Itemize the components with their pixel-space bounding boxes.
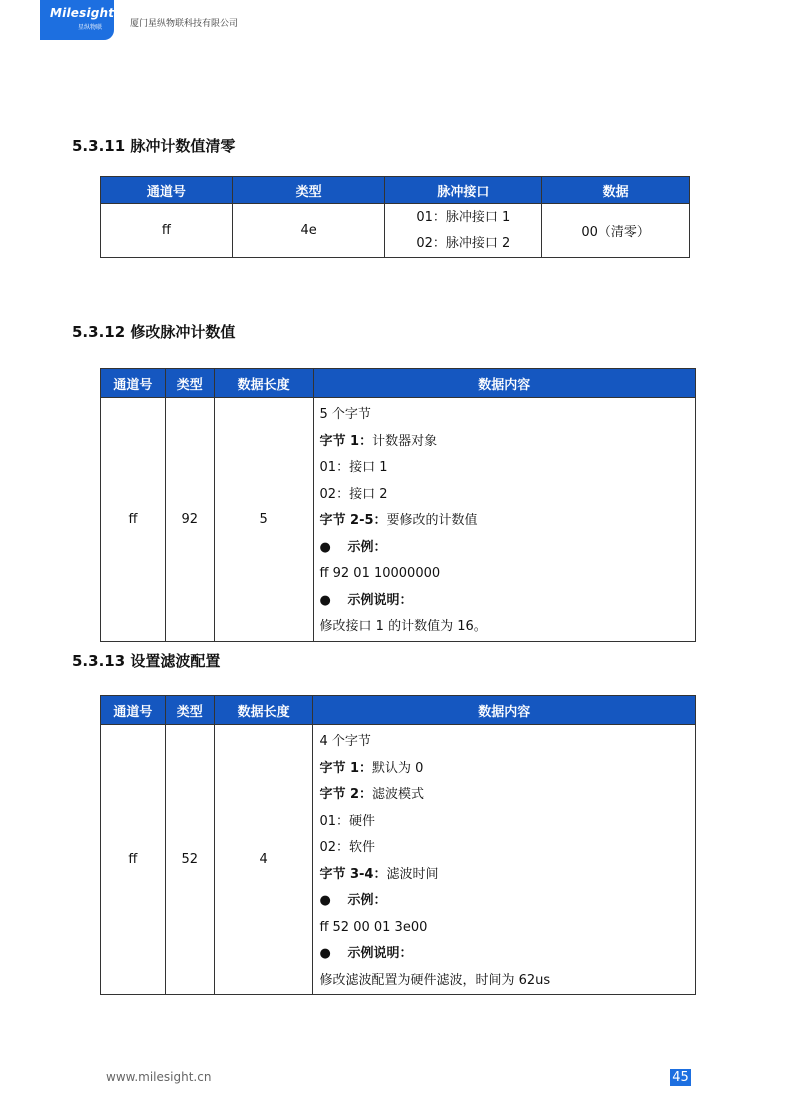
company-name: 厦门星纵物联科技有限公司 <box>130 19 239 29</box>
content-line: 01：接口 1 <box>319 460 388 475</box>
section-title-clear-pulse: 5.3.11 脉冲计数值清零 <box>72 137 236 155</box>
cell-length: 5 <box>214 398 313 642</box>
col-header-type: 类型 <box>232 177 385 204</box>
content-line: 5 个字节 <box>319 407 371 422</box>
content-line: 修改接口 1 的计数值为 16。 <box>319 619 487 634</box>
logo-sub-text: 星纵物联 <box>78 24 103 31</box>
col-header-pulse-interface: 脉冲接口 <box>385 177 542 204</box>
cell-type: 4e <box>232 204 385 258</box>
footer-website-link[interactable]: www.milesight.cn <box>106 1070 212 1084</box>
col-header-channel: 通道号 <box>101 177 233 204</box>
cell-content <box>313 725 696 995</box>
bullet-icon: ● <box>319 893 331 908</box>
filter-config-table <box>100 695 696 995</box>
bullet-icon: ● <box>319 592 331 608</box>
col-header-data: 数据 <box>542 177 690 204</box>
bullet-icon: ● <box>319 539 331 555</box>
col-header-type: 类型 <box>165 696 214 725</box>
content-line: 字节 1：计数器对象 <box>319 433 438 449</box>
clear-pulse-table <box>100 176 690 258</box>
section-title-filter-config: 5.3.13 设置滤波配置 <box>72 652 221 670</box>
cell-data: 00（清零） <box>542 204 690 258</box>
content-line: ● 示例： <box>319 888 695 915</box>
col-header-channel: 通道号 <box>101 696 166 725</box>
cell-channel: ff <box>101 204 233 258</box>
content-line: 4 个字节 <box>319 734 371 749</box>
page-number: 45 <box>670 1069 691 1086</box>
content-line: 字节 1：默认为 0 <box>319 760 424 776</box>
content-line: 02：接口 2 <box>319 486 388 502</box>
col-header-length: 数据长度 <box>214 369 313 398</box>
interface-option: 01：脉冲接口 1 <box>416 209 511 225</box>
col-header-type: 类型 <box>165 369 214 398</box>
cell-type: 52 <box>165 725 214 995</box>
logo-brand-text: Milesight <box>50 6 115 20</box>
col-header-content: 数据内容 <box>313 696 696 725</box>
col-header-content: 数据内容 <box>313 369 695 398</box>
content-line: 01：硬件 <box>319 813 375 829</box>
interface-option: 02：脉冲接口 2 <box>416 235 511 251</box>
content-line: 字节 2：滤波模式 <box>319 787 425 802</box>
cell-content <box>313 398 695 642</box>
company-logo <box>40 0 114 40</box>
cell-channel: ff <box>101 725 166 995</box>
content-line: 02：软件 <box>319 840 375 855</box>
content-line: ff 52 00 01 3e00 <box>319 919 428 935</box>
col-header-length: 数据长度 <box>214 696 313 725</box>
content-line: 字节 2-5：要修改的计数值 <box>319 513 478 528</box>
cell-type: 92 <box>165 398 214 642</box>
cell-channel: ff <box>101 398 166 642</box>
bullet-icon: ● <box>319 946 331 961</box>
content-line: 修改滤波配置为硬件滤波，时间为 62us <box>319 972 551 988</box>
cell-interfaces <box>385 204 542 258</box>
content-line: ● 示例说明： <box>320 588 695 615</box>
modify-pulse-table <box>100 368 696 642</box>
col-header-channel: 通道号 <box>101 369 166 398</box>
content-line: ff 92 01 10000000 <box>319 566 441 581</box>
content-line: 字节 3-4：滤波时间 <box>319 866 439 882</box>
section-title-modify-pulse: 5.3.12 修改脉冲计数值 <box>72 323 236 341</box>
content-line: ● 示例说明： <box>319 941 695 968</box>
content-line: ● 示例： <box>320 535 695 562</box>
cell-length: 4 <box>214 725 313 995</box>
